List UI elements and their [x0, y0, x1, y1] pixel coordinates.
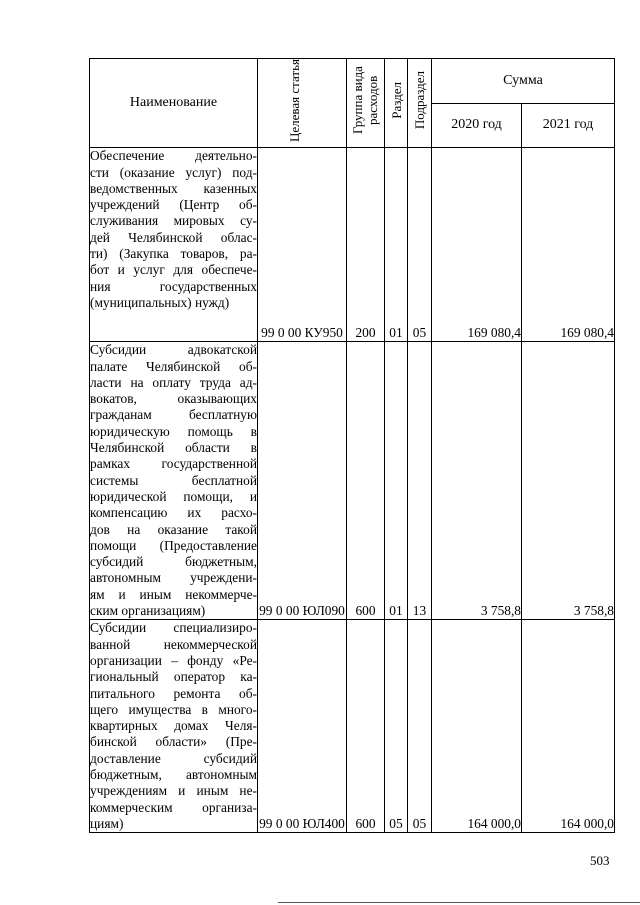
row-name-line: помощи (Предоставление: [90, 537, 257, 553]
row-name-line: палате Челябинской об-: [90, 358, 257, 374]
row-name-line: ласти на оплату труда ад-: [90, 374, 257, 390]
row-name-line: Челябинской области в: [90, 440, 257, 456]
row-section: 01: [385, 342, 408, 620]
row-name-line: системы бесплатной: [90, 472, 257, 488]
page-number: 503: [590, 853, 610, 868]
row-sum-2021: 164 000,0: [522, 620, 615, 833]
table-row: [90, 342, 615, 620]
row-name-line: Субсидии адвокатской: [90, 342, 257, 358]
row-name-line: компенсацию их расхо-: [90, 505, 257, 521]
row-sum-2020: 164 000,0: [432, 620, 522, 833]
table-row: [90, 148, 615, 342]
row-name-line: ским организациям): [90, 603, 206, 619]
header-expense-group-text: Группа вида расходов: [349, 66, 380, 135]
row-name-line: рамках государственной: [90, 456, 257, 472]
header-name: Наименование: [90, 59, 258, 148]
row-name: [90, 148, 258, 342]
header-year-2020: 2020 год: [432, 103, 522, 148]
row-name-line: вокатов, оказывающих: [90, 391, 257, 407]
row-name-line: бот и услуг для обеспече-: [90, 262, 257, 278]
row-name-line: щего имущества в много-: [90, 701, 257, 717]
row-name-line: бюджетным, автономным: [90, 767, 257, 783]
row-name-line: гражданам бесплатную: [90, 407, 257, 423]
row-expense-group: 600: [347, 342, 385, 620]
budget-table: [89, 58, 615, 833]
row-name-line: дов на оказание такой: [90, 521, 257, 537]
row-name-line: (муниципальных) нужд): [90, 294, 230, 310]
row-name-line: автономным учреждени-: [90, 570, 257, 586]
header-subsection: [408, 59, 432, 148]
row-name-line: коммерческим организа-: [90, 799, 257, 815]
row-subsection: 13: [408, 342, 432, 620]
table-row: [90, 620, 615, 833]
row-name-line: ям и иным некоммерче-: [90, 586, 257, 602]
row-subsection: 05: [408, 620, 432, 833]
row-name-line: юридической помощи, и: [90, 488, 257, 504]
row-name-line: учреждениям и иным не-: [90, 783, 257, 799]
row-name: [90, 342, 258, 620]
row-expense-group: 600: [347, 620, 385, 833]
row-name-line: организации – фонду «Ре-: [90, 652, 257, 668]
row-sum-2020: 3 758,8: [432, 342, 522, 620]
row-name-line: субсидий бюджетным,: [90, 554, 257, 570]
row-name-line: Субсидии специализиро-: [90, 620, 257, 636]
row-sum-2021: 3 758,8: [522, 342, 615, 620]
header-sum: Сумма: [432, 59, 615, 104]
row-name-line: квартирных домах Челя-: [90, 718, 257, 734]
row-target-article: 99 0 00 КУ950: [258, 148, 347, 342]
row-expense-group: 200: [347, 148, 385, 342]
row-name: [90, 620, 258, 833]
header-expense-group: [347, 59, 385, 148]
row-name-line: юридическую помощь в: [90, 423, 257, 439]
row-sum-2021: 169 080,4: [522, 148, 615, 342]
row-name-line: доставление субсидий: [90, 750, 257, 766]
row-name-line: Обеспечение деятельно-: [90, 148, 257, 164]
row-name-line: ванной некоммерческой: [90, 636, 257, 652]
header-target-article: [258, 59, 347, 148]
row-name-line: дей Челябинской облас-: [90, 229, 257, 245]
header-section: [385, 59, 408, 148]
row-target-article: 99 0 00 ЮЛ400: [258, 620, 347, 833]
row-name-line: ния государственных: [90, 278, 257, 294]
row-name-line: учреждений (Центр об-: [90, 197, 257, 213]
row-section: 05: [385, 620, 408, 833]
header-subsection-text: Подраздел: [412, 71, 427, 130]
row-name-line: ведомственных казенных: [90, 180, 257, 196]
row-section: 01: [385, 148, 408, 342]
row-name-line: гиональный оператор ка-: [90, 669, 257, 685]
bottom-rule: [278, 902, 640, 903]
header-year-2021: 2021 год: [522, 103, 615, 148]
row-name-line: питального ремонта об-: [90, 685, 257, 701]
row-name-line: служивания мировых су-: [90, 213, 257, 229]
row-subsection: 05: [408, 148, 432, 342]
header-section-text: Раздел: [388, 82, 404, 119]
header-target-article-text: Целевая статья: [287, 58, 302, 142]
row-name-line: бинской области» (Пре-: [90, 734, 257, 750]
row-name-line: ти) (Закупка товаров, ра-: [90, 246, 257, 262]
row-name-line: циям): [90, 815, 124, 831]
row-sum-2020: 169 080,4: [432, 148, 522, 342]
row-target-article: 99 0 00 ЮЛ090: [258, 342, 347, 620]
row-name-line: сти (оказание услуг) под-: [90, 164, 257, 180]
